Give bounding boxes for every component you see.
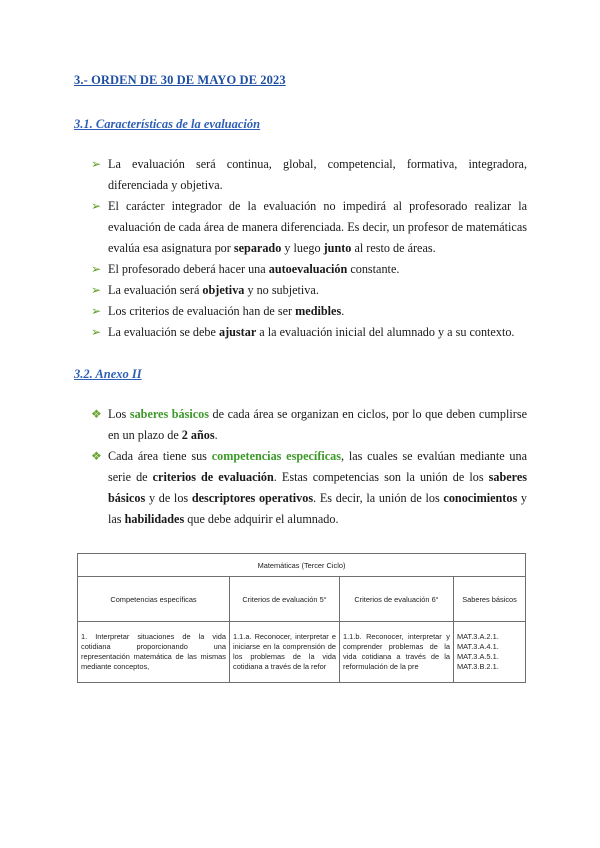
arrow-bullet-icon: ➢ (91, 199, 102, 213)
table-cell: 1.1.a. Reconocer, interpretar e iniciarse en la comprensión de los problemas de la vida cotidiana a través de la refor (230, 622, 340, 683)
table-cell: 1. Interpretar situaciones de la vida cotidiana proporcionando una representación matemática de las mismas mediante conceptos, (78, 622, 230, 683)
list-item: ➢ La evaluación será objetiva y no subjetiva. (91, 280, 527, 301)
column-header: Criterios de evaluación 6° (340, 577, 454, 622)
list-item: ➢ La evaluación será continua, global, competencial, formativa, integradora, diferenciada y objetiva. (91, 154, 527, 196)
column-header: Criterios de evaluación 5° (230, 577, 340, 622)
table-cell: 1.1.b. Reconocer, interpretar y comprender problemas de la vida cotidiana a través de la reformulación de la pre (340, 622, 454, 683)
arrow-bullet-icon: ➢ (91, 325, 102, 339)
list-item: ➢ El carácter integrador de la evaluación no impedirá al profesorado realizar la evaluación de cada área de manera diferenciada. Es decir, un profesor de matemáticas evalúa esa asignatura por separado y luego junto al resto de áreas. (91, 196, 527, 259)
arrow-bullet-icon: ➢ (91, 262, 102, 276)
table-row (78, 622, 526, 683)
subsection-title-annex: 3.2. Anexo II (74, 367, 142, 381)
section-title: 3.- ORDEN DE 30 DE MAYO DE 2023 (74, 73, 286, 87)
list-item: ➢ El profesorado deberá hacer una autoevaluación constante. (91, 259, 527, 280)
table-cell: MAT.3.A.2.1. MAT.3.A.4.1. MAT.3.A.5.1. MAT.3.B.2.1. (454, 622, 526, 683)
list-item: ➢ Los criterios de evaluación han de ser medibles. (91, 301, 527, 322)
annex-list (91, 404, 527, 530)
arrow-bullet-icon: ➢ (91, 304, 102, 318)
subsection-title-characteristics: 3.1. Características de la evaluación (74, 117, 261, 131)
math-competencies-table (77, 553, 526, 683)
table-caption: Matemáticas (Tercer Ciclo) (78, 554, 526, 577)
arrow-bullet-icon: ➢ (91, 157, 102, 171)
list-item: ➢ La evaluación se debe ajustar a la evaluación inicial del alumnado y a su contexto. (91, 322, 527, 343)
column-header: Saberes básicos (454, 577, 526, 622)
list-item: ❖ Cada área tiene sus competencias específicas, las cuales se evalúan mediante una serie de criterios de evaluación. Estas competencias son la unión de los saberes básicos y de los descriptores operativos. Es decir, la unión de los conocimientos y las habilidades que debe adquirir el alumnado. (91, 446, 527, 530)
diamond-bullet-icon: ❖ (91, 407, 102, 421)
list-item: ❖ Los saberes básicos de cada área se organizan en ciclos, por lo que deben cumplirse en un plazo de 2 años. (91, 404, 527, 446)
characteristics-list (91, 154, 527, 343)
diamond-bullet-icon: ❖ (91, 449, 102, 463)
column-header: Competencias específicas (78, 577, 230, 622)
arrow-bullet-icon: ➢ (91, 283, 102, 297)
